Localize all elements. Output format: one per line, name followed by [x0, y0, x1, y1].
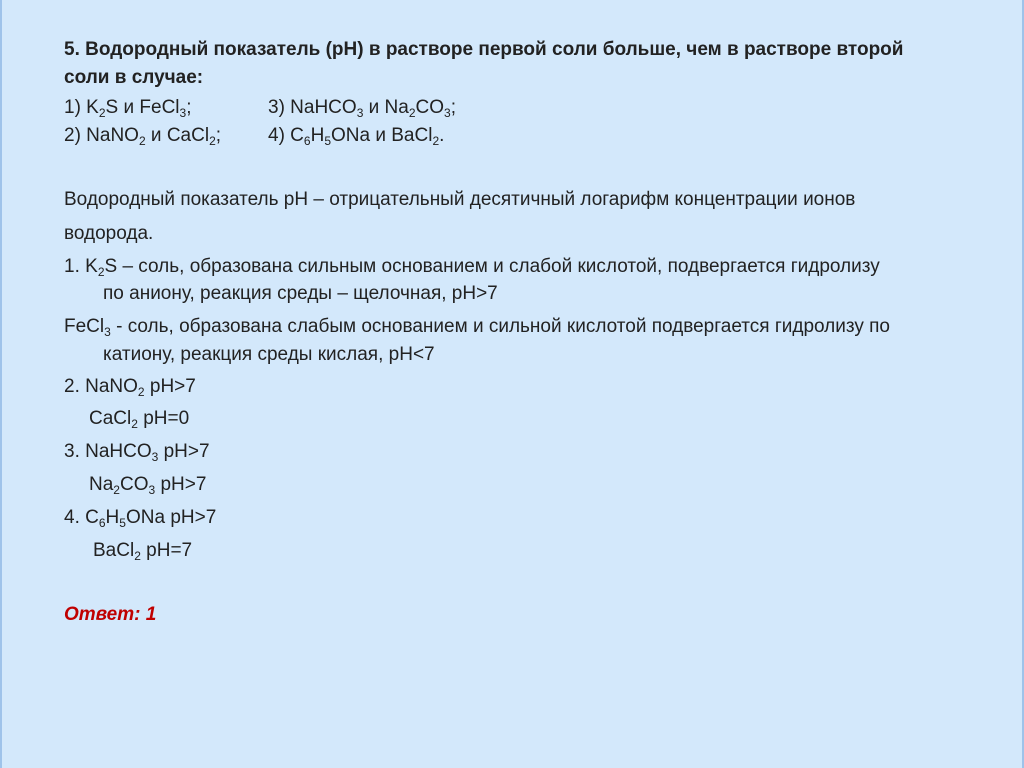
- definition-line-2: водорода.: [64, 223, 154, 244]
- task-option-2: 2) NaNO$_2$ и CaCl$_2$;: [64, 125, 222, 148]
- fecl3-line-1: FeCl$_3$ - соль, образована слабым основанием и сильной кислотой подвергается гидролизу по: [64, 316, 890, 339]
- bacl2-line: BaCl$_2$ рН=7: [93, 540, 193, 563]
- task-option-4: 4) $C_6H_5ONa$ и BaCl$_2$.: [268, 125, 445, 148]
- c6h5ona-line: 4. $C_6H_5ONa$ рН>7: [64, 507, 217, 530]
- slide-content: [2, 0, 1024, 768]
- task-heading-cont: соли в случае:: [64, 67, 204, 88]
- cacl2-line: CaCl$_2$ рН=0: [89, 408, 190, 431]
- k2s-line-2: по аниону, реакция среды – щелочная, рН>7: [103, 283, 498, 304]
- k2s-line-1: 1. $K_2S$ – соль, образована сильным основанием и слабой кислотой, подвергается гидролизу: [64, 256, 880, 279]
- task-heading: 5. Водородный показатель (рН) в растворе первой соли больше, чем в растворе второй: [64, 39, 904, 60]
- task-option-1: 1) $K_2S$ и FeCl$_3$;: [64, 97, 192, 120]
- nano2-line: 2. NaNO$_2$ рН>7: [64, 376, 196, 399]
- fecl3-line-2: катиону, реакция среды кислая, рН<7: [103, 344, 435, 365]
- answer: Ответ: 1: [64, 604, 157, 625]
- definition-line-1: Водородный показатель рН – отрицательный десятичный логарифм концентрации ионов: [64, 189, 856, 210]
- na2co3-line: $Na_2CO_3$ рН>7: [89, 474, 207, 497]
- task-option-3: 3) NaHCO$_3$ и $Na_2CO_3$;: [268, 97, 456, 120]
- nahco3-line: 3. NaHCO$_3$ рН>7: [64, 441, 210, 464]
